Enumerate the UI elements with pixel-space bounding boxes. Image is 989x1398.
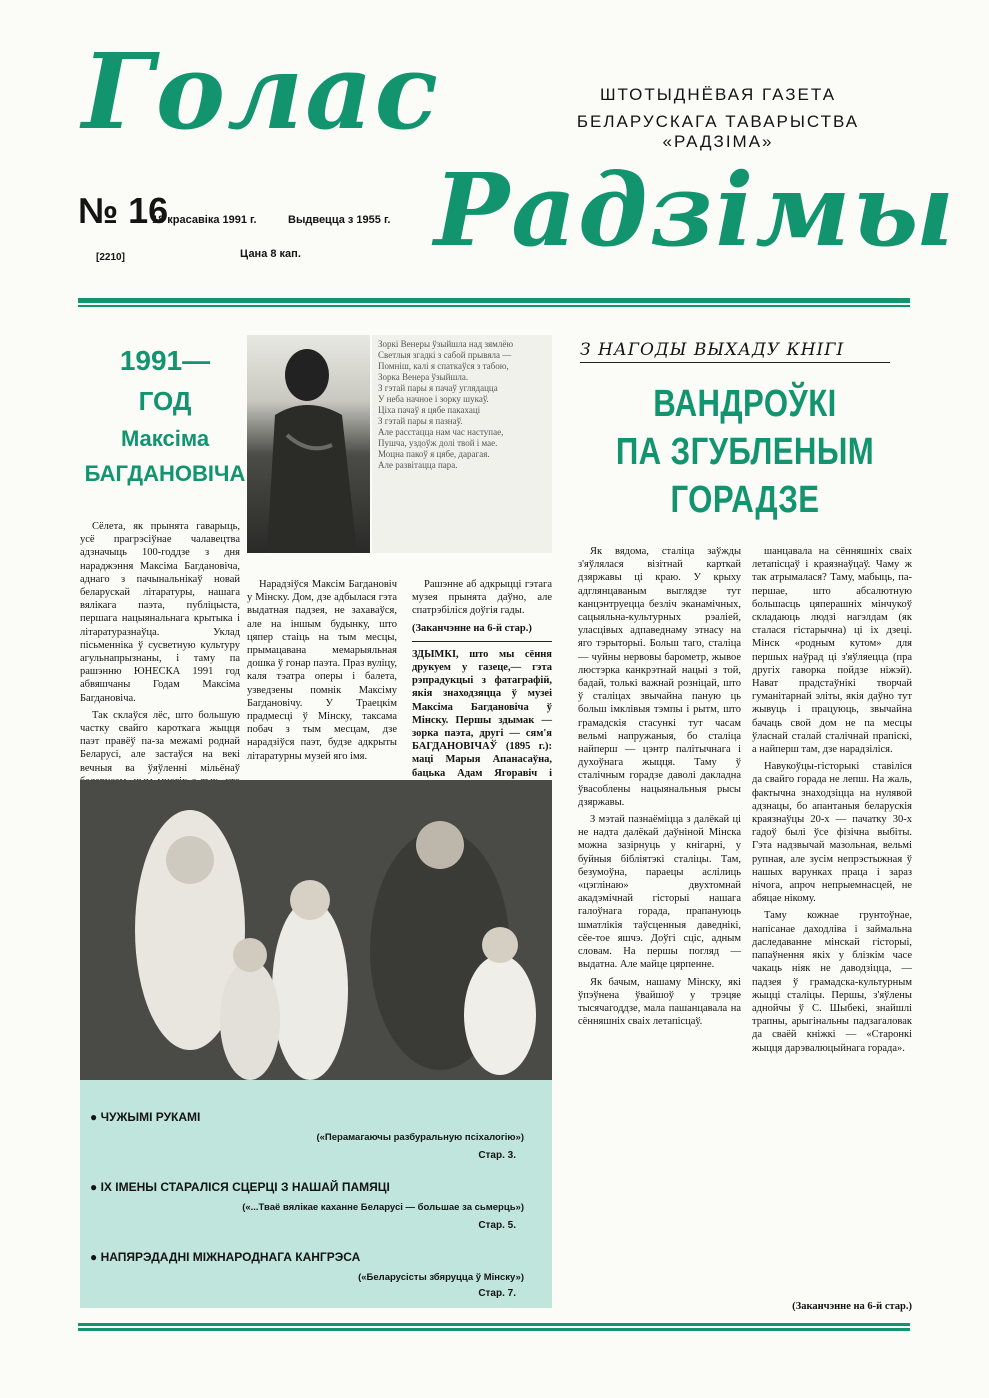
masthead-word-radzimy: Радзімы bbox=[434, 151, 957, 269]
issue-number: № 16 bbox=[78, 190, 169, 231]
article2-paragraph: Навукоўцы-гісторыкі ставіліся да свайго горада не лепш. На жаль, фактычна знаходзіцца на нулявой адзнацы, бо апантаныя беларускія краязнаўцы 20-х — пачатку 30-х гадоў былі ўсе фізічна выбіты. Гэта надзвычай мазольная, вельмі рупная, але зусім непрэстыжная ў нашых варунках праца і зараз нічога, апроч непрыемнасцей, не абяцае нікому. bbox=[752, 761, 912, 905]
article2-title-line2: ПА ЗГУБЛЕНЫМ bbox=[615, 431, 875, 473]
article2-paragraph: З мэтай пазнаёміцца з далёкай ці не надта далёкай даўніной Мінска можна зазірнуць у кнігарні, у буйныя бібліятэкі сталіцы. Там, безумоўна, параецы аслілиць «цэглінаю» двухтомнай акадэмічнай гісторыі нашага галоўнага горада, прапануюць шматлікія таўсценныя даведнікі, сёе-тое яшчэ. Доўгі сціс, адным словам. На першы погляд — выдатна. Але майце цярпенне. bbox=[578, 814, 741, 971]
poem-line: Ціха пачаў я цябе пакахаці bbox=[378, 405, 481, 415]
heading-name: Максіма bbox=[120, 426, 210, 452]
masthead-subtitle-1: ШТОТЫДНЁВАЯ ГАЗЕТА bbox=[599, 85, 837, 104]
article1-col3 bbox=[412, 578, 552, 810]
article1-paragraph: Сёлета, як прынята гаварыць, усё прагрэсіўнае чалавецтва адзначыць 100-годдзе з дня нараджэння Максіма Багдановіча, аднаго з пачынальнікаў новай беларускай літаратуры, нашага вялікага паэта, публіцыста, першага нацыянальнага крытыка і літаратуразнаўца. Уклад пісьменніка ў сусветную культуру агульнапрызнаны, і таму па рашэнню ЮНЕСКА 1991 год абвяшчаны Годам Максіма Багдановіча. bbox=[80, 521, 240, 704]
article1-heading bbox=[80, 343, 250, 488]
poem-line: Але расстацца нам час наступае, bbox=[378, 427, 504, 437]
poem-lines bbox=[378, 339, 546, 471]
article2-paragraph: Як вядома, сталіца заўжды з'яўлялася візітнай карткай дзяржавы ці краю. У крыху адглянцаваным выглядзе тут канцэнтруецца безліч эканамічных, сацыяльна-культурных рэаліей, уласцівых адпаведнаму этнасу на яго тэрыторыі. Больш таго, сталіца — чуйны нервовы барометр, жывое люстэрка канкрэтнай нацыі з той, бадай, толькі важнай розніцай, што ў сталіцах звычайна паную ць больш імклівыя тэмпы і рытм, што грамадскія стасункі тут часам вельмі напружаныя, бо сталіца найперш — цэнтр палітычнага і духоўнага жыцця. Таму ў сталічным горадзе даволі дакладна ўвасоблены нацыянальныя рысы дзяржавы. bbox=[578, 546, 741, 808]
promo-item-3-quote: («Беларусісты збяруцца ў Мінску») bbox=[358, 1272, 524, 1283]
article2-col2 bbox=[752, 545, 912, 1295]
heading-surname: БАГДАНОВІЧА bbox=[84, 460, 246, 486]
poem-line: Помніш, калі я спаткаўся з табою, bbox=[378, 361, 509, 371]
article2-paragraph: шанцавала на сённяшніх сваіх летапісцаў і краязнаўцаў. Чаму ж так атрымалася? Таму, мабыць, па-першае, што абсалютную большасць цяперашніх мінчукоў складаюць людзі нагэлдам (як сталася гістарычна) ці іх дзеці. Мінск «родным кутом» для першых наўрад ці з'яўляецца (пра другіх гаворка пойдзе ніжэй). Нават прадстаўнікі творчай гуманітарнай эліты, якія даўно тут жывуць і працуюць, звычайна бачаць свой дом не па месцы ўласнай сталай сталічнай прапіскі, а найперш там, дзе нарадзіліся. bbox=[752, 546, 912, 756]
promo-item-3-title[interactable]: ● НАПЯРЭДАДНІ МІЖНАРОДНАГА КАНГРЭСА bbox=[90, 1250, 361, 1264]
published-since: Выдвецца з 1955 г. bbox=[288, 214, 391, 226]
heading-year: 1991— bbox=[119, 345, 211, 376]
article2-title-line1: ВАНДРОЎКІ bbox=[653, 383, 837, 425]
poem-line: З гэтай пары я пазнаў. bbox=[378, 416, 463, 426]
masthead-rule-thin bbox=[78, 305, 910, 307]
article2-paragraph: Таму кожнае грунтоўнае, напісанае даходліва і займальна даследаванне мінскай гісторыі, папаўнення якіх у блізкім часе чакаць ніяк не даводзіцца, — падзея ў грамадска-культурным жыцці сталіцы. Першы, з'яўлены аднойчы ў С. Шыбекі, знайшлі трапны, арыгінальны падзагаловак да сваёй кніжкі — «Старонкі жыцця дарэвалюцыйнага горада». bbox=[752, 910, 912, 1054]
poem-line: Зорка Венера ўзыйшла. bbox=[378, 372, 469, 382]
photo-caption: ЗДЫМКІ, што мы сёння друкуем у газеце,— гэта рэпрадукцыі з фатаграфій, якія знаходзяцца ў музеі Максіма Багдановіча ў Мінску. Першы здымак — зорка паэта, другі — сям'я БАГДАНОВІЧАЎ (1895 г.): маці Марыя Апанасаўна, бацька Адам Ягоравіч і bbox=[412, 648, 552, 779]
masthead-word-golas: Голас bbox=[82, 30, 441, 153]
article1-col2 bbox=[247, 578, 397, 767]
article2-paragraph: Як бачым, нашаму Мінску, які ўпэўнена ўвайшоў у трэцяе тысячагоддзе, мала пашанцавала на сённяшніх сваіх летапісцаў. bbox=[578, 976, 741, 1028]
promo-item-2-title[interactable]: ● ІХ ІМЕНЫ СТАРАЛІСЯ СЦЕРЦІ З НАШАЙ ПАМЯЦІ bbox=[90, 1180, 390, 1194]
article1-col1 bbox=[80, 520, 240, 818]
promo-item-2-quote: («...Тваё вялікае каханне Беларусі — большае за сьмерць») bbox=[242, 1202, 524, 1213]
promo-item-3-page: Стар. 7. bbox=[478, 1288, 516, 1299]
footer-rule bbox=[78, 1323, 910, 1326]
family-figures-icon bbox=[80, 780, 552, 1080]
poem-line: Пушча, уздоўж долі твой і мае. bbox=[378, 438, 498, 448]
footer-rule-2 bbox=[78, 1328, 910, 1331]
promo-item-2-page: Стар. 5. bbox=[478, 1220, 516, 1231]
poem-line: З гэтай пары я пачаў углядацца bbox=[378, 383, 498, 393]
promo-item-1-title[interactable]: ● ЧУЖЫМІ РУКАМІ bbox=[90, 1110, 201, 1124]
monument-figure-icon bbox=[247, 335, 370, 553]
article1-continued: (Заканчэнне на 6-й стар.) bbox=[412, 622, 532, 634]
masthead-subtitle-2: БЕЛАРУСКАГА ТАВАРЫСТВА «РАДЗІМА» bbox=[576, 112, 860, 151]
article2-title-line3: ГОРАДЗЕ bbox=[670, 479, 820, 521]
poem-line: Але развітацца пара. bbox=[378, 460, 458, 470]
article2-continued: (Заканчэнне на 6-й стар.) bbox=[792, 1301, 912, 1312]
family-photo bbox=[80, 780, 552, 1080]
poem-line: Моцна пакоў я цябе, дарагая. bbox=[378, 449, 490, 459]
price: Цана 8 кап. bbox=[240, 248, 301, 260]
poem-line: У неба начное і зорку шукаў. bbox=[378, 394, 489, 404]
article1-paragraph: Рашэнне аб адкрыцці гэтага музея прынята даўно, але спатрэбіліся доўгія гады. bbox=[412, 579, 552, 617]
poem-manuscript bbox=[372, 335, 552, 553]
poem-line: Светлыя згадкі з сабой прывяла — bbox=[378, 350, 512, 360]
article2-col1 bbox=[578, 545, 741, 1315]
article1-paragraph: Нарадзіўся Максім Багдановіч у Мінску. Дом, дзе адбылася гэта выдатная падзея, не захаваўся, але на іншым будынку, што цяпер стаіць на тым месцы, прымацавана мемарыяльная дошка ў гонар паэта. Праз вуліцу, каля тэатра оперы і балета, узведзены помнік Максіму Багдановічу. У Траецкім прадмесці ў Мінску, таксама побач з тым месцам, дзе нарадзіўся паэт, будзе адкрыты літаратурны музей яго імя. bbox=[247, 579, 397, 762]
article1-paragraph: Так склаўся лёс, што большую частку свайго кароткага жыцця паэт правёў па-за межамі роднай Беларусі, але застаўся на векі вечныя ва ўяўленні мільёнаў bbox=[80, 709, 240, 774]
article2-title bbox=[606, 380, 885, 524]
issue-date: 18 красавіка 1991 г. bbox=[152, 214, 257, 226]
poem-line: Зоркі Венеры ўзыйшла над зямлёю bbox=[378, 339, 514, 349]
masthead-rule bbox=[78, 298, 910, 303]
promo-item-1-page: Стар. 3. bbox=[478, 1150, 516, 1161]
serial-number: [2210] bbox=[96, 252, 125, 263]
monument-photo bbox=[247, 335, 370, 553]
heading-god: ГОД bbox=[138, 386, 192, 417]
promo-box bbox=[80, 1080, 552, 1308]
promo-item-1-quote: («Перамагаючы разбуральную псіхалогію») bbox=[316, 1132, 524, 1143]
article2-rubric: З НАГОДЫ ВЫХАДУ КНІГІ bbox=[580, 340, 890, 363]
